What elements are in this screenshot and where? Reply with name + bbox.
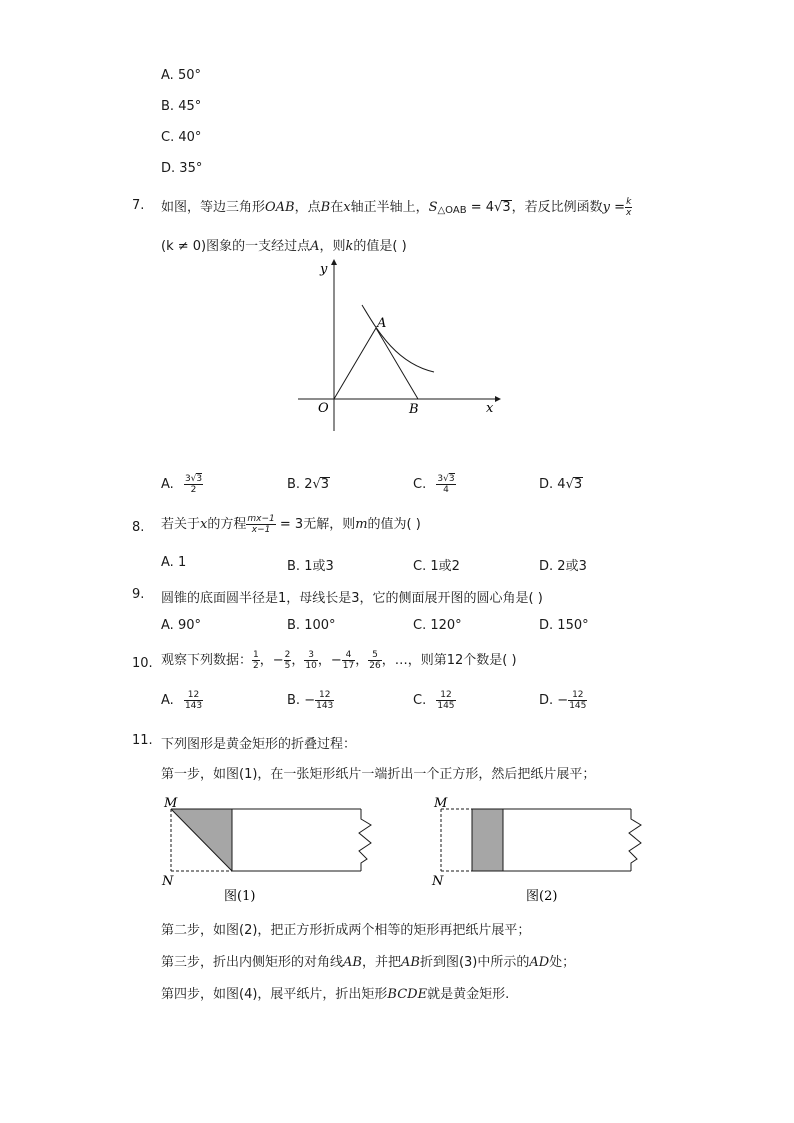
fig2-label-n: N xyxy=(432,874,444,889)
q8-option-c: C. 1或2 xyxy=(413,559,460,574)
q7-stem-line1: 如图，等边三角形OAB，点B在x轴正半轴上，S△OAB = 4√3，若反比例函数y = $\frac{k}{x}$ xyxy=(161,197,632,218)
fig1-caption: 图(1) xyxy=(224,889,256,904)
q7-stem-line2: (k ≠ 0)图象的一支经过点A，则k的值是( ) xyxy=(161,239,407,254)
q7-option-d: D. 4√3 xyxy=(539,477,583,492)
y-axis-label: y xyxy=(320,262,328,277)
q9-number: 9. xyxy=(132,587,145,602)
q7-number: 7. xyxy=(132,198,145,213)
q10-option-a: A. $\frac{12}{143}$ xyxy=(161,690,203,711)
q6-option-c: C. 40° xyxy=(161,130,202,145)
triangle-oab xyxy=(334,328,418,399)
q10-option-b: B. − $\frac{12}{143}$ xyxy=(287,690,334,711)
y-axis-arrow xyxy=(331,259,337,265)
fig1-torn-edge xyxy=(359,809,371,871)
q11-title: 下列图形是黄金矩形的折叠过程： xyxy=(161,737,357,752)
q11-step1: 第一步，如图(1)，在一张矩形纸片一端折出一个正方形，然后把纸片展平； xyxy=(161,767,596,782)
hyperbola-branch xyxy=(362,305,434,372)
fig2-torn-edge xyxy=(629,809,641,871)
fig1-label-n: N xyxy=(162,874,174,889)
q11-step3: 第三步，折出内侧矩形的对角线AB，并把AB折到图(3)中所示的AD处； xyxy=(161,955,576,970)
q6-option-b: B. 45° xyxy=(161,99,202,114)
q9-option-a: A. 90° xyxy=(161,618,201,633)
q8-stem: 若关于x的方程 $\frac{mx-1}{x-1}$ = 3无解，则m的值为( ) xyxy=(161,514,421,535)
q11-step4: 第四步，如图(4)，展平纸片，折出矩形BCDE就是黄金矩形. xyxy=(161,987,510,1002)
q7-option-c: C. $\frac{3√3}{4}$ xyxy=(413,474,455,495)
fig2-caption: 图(2) xyxy=(526,889,558,904)
q11-number: 11. xyxy=(132,733,153,748)
fig2-label-m: M xyxy=(434,796,448,811)
fig2-shaded-rect xyxy=(472,809,503,871)
q9-option-c: C. 120° xyxy=(413,618,462,633)
q8-option-d: D. 2或3 xyxy=(539,559,587,574)
q7-option-b: B. 2√3 xyxy=(287,477,330,492)
q10-option-c: C. $\frac{12}{145}$ xyxy=(413,690,455,711)
x-axis-label: x xyxy=(486,401,494,416)
q10-option-d: D. − $\frac{12}{145}$ xyxy=(539,690,587,711)
q8-number: 8. xyxy=(132,520,145,535)
q7-graph xyxy=(290,255,505,435)
q8-option-a: A. 1 xyxy=(161,555,187,570)
point-b-label: B xyxy=(409,402,419,417)
origin-label: O xyxy=(318,401,329,416)
q8-option-b: B. 1或3 xyxy=(287,559,334,574)
q9-stem: 圆锥的底面圆半径是1，母线长是3，它的侧面展开图的圆心角是( ) xyxy=(161,591,543,606)
q6-option-d: D. 35° xyxy=(161,161,203,176)
q10-stem: 观察下列数据： $\frac{1}{2}$ ，− $\frac{2}{5}$ ， $\frac{3}{10}$ ，− $\frac{4}{17}$ ， $\frac{5}{26}$ ，…，则第12个数是( ) xyxy=(161,650,517,671)
point-a-label: A xyxy=(377,316,387,331)
x-axis-arrow xyxy=(495,396,501,402)
q7-option-a: A. $\frac{3√3}{2}$ xyxy=(161,474,203,495)
q9-option-d: D. 150° xyxy=(539,618,589,633)
q6-option-a: A. 50° xyxy=(161,68,201,83)
figure-2 xyxy=(430,793,660,905)
fig1-label-m: M xyxy=(164,796,178,811)
q11-step2: 第二步，如图(2)，把正方形折成两个相等的矩形再把纸片展平； xyxy=(161,923,531,938)
q10-number: 10. xyxy=(132,656,153,671)
q9-option-b: B. 100° xyxy=(287,618,336,633)
figure-1 xyxy=(160,793,390,905)
